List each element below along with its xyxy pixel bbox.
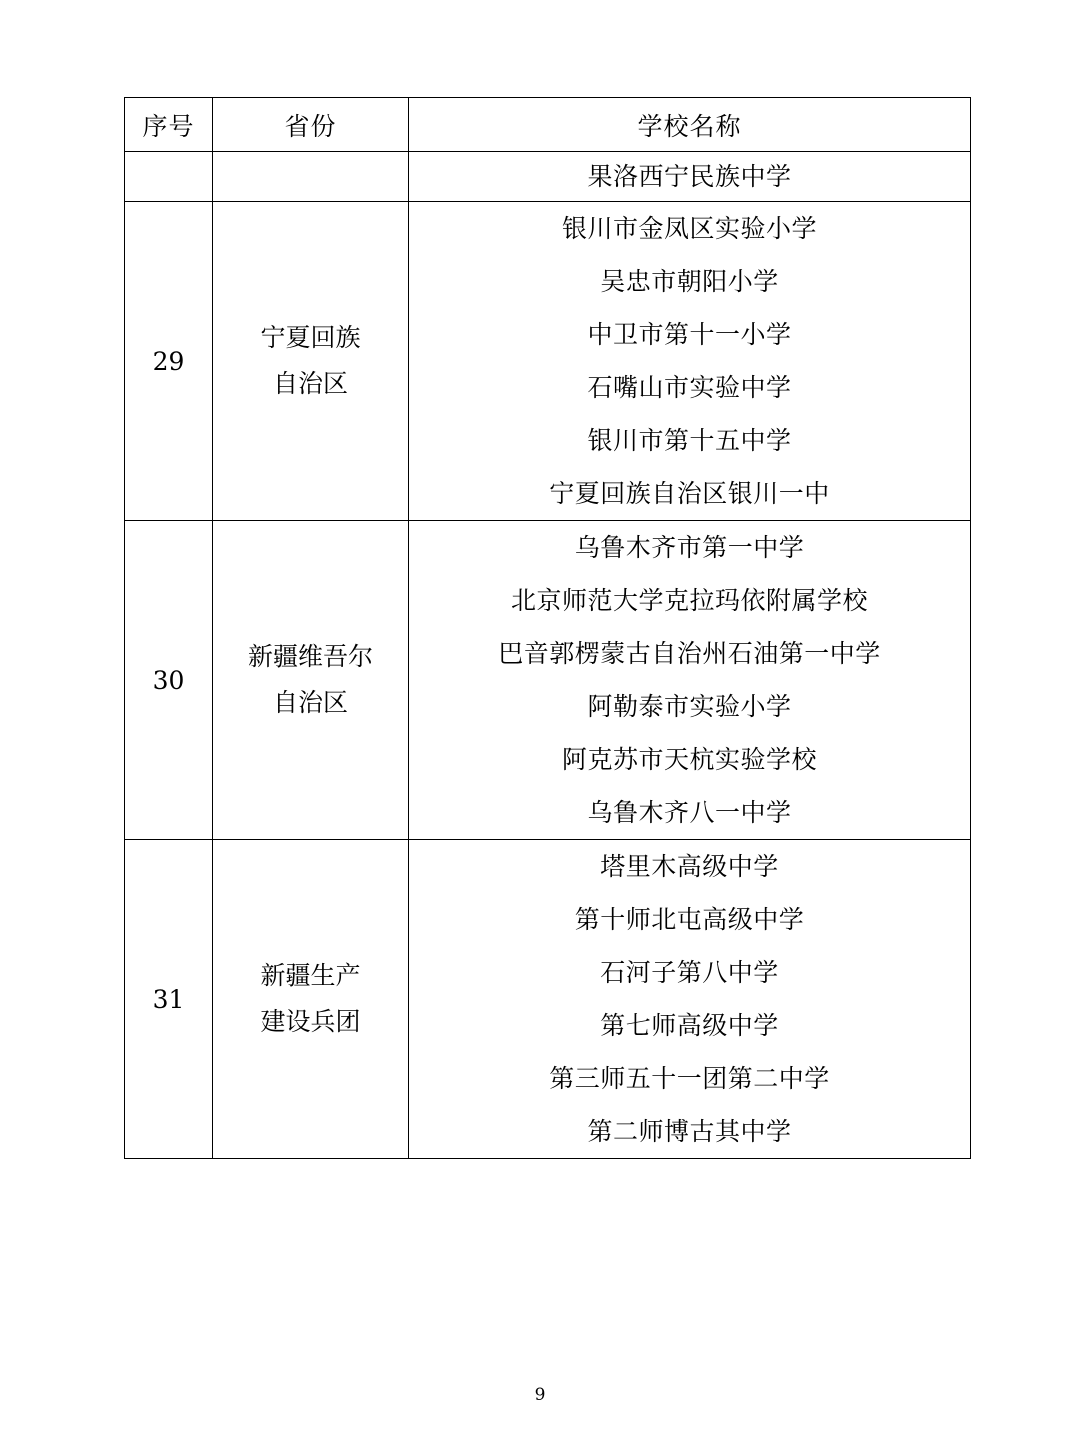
school-name: 中卫市第十一小学 [587, 320, 792, 349]
school-name: 果洛西宁民族中学 [587, 162, 792, 191]
school-name: 巴音郭楞蒙古自治州石油第一中学 [498, 639, 881, 668]
province-line: 自治区 [272, 369, 348, 398]
table-header-row [125, 98, 971, 152]
school-list-table-wrapper [124, 97, 970, 1159]
school-name: 阿克苏市天杭实验学校 [561, 745, 817, 774]
column-header-index: 序号 [125, 98, 213, 152]
province-line: 新疆生产 [260, 960, 361, 990]
school-name: 第十师北屯高级中学 [574, 905, 805, 934]
school-name: 石嘴山市实验中学 [587, 373, 792, 402]
row-province [213, 521, 409, 840]
row-schools [409, 521, 971, 840]
school-name: 第七师高级中学 [600, 1011, 779, 1040]
school-name: 北京师范大学克拉玛依附属学校 [510, 586, 868, 615]
row-province [213, 152, 409, 202]
row-index [125, 152, 213, 202]
row-index: 31 [125, 840, 213, 1159]
row-index: 29 [125, 202, 213, 521]
table-row [125, 840, 971, 1159]
province-line: 宁夏回族 [260, 322, 361, 352]
table-row [125, 202, 971, 521]
school-name: 银川市第十五中学 [587, 426, 792, 455]
school-name: 乌鲁木齐市第一中学 [574, 533, 805, 562]
school-name: 乌鲁木齐八一中学 [587, 798, 792, 827]
school-name: 阿勒泰市实验小学 [587, 692, 792, 721]
school-name: 石河子第八中学 [600, 958, 779, 987]
page-number: 9 [534, 1385, 546, 1405]
school-name: 塔里木高级中学 [600, 852, 779, 881]
school-name: 宁夏回族自治区银川一中 [549, 479, 830, 508]
table-row [125, 152, 971, 202]
row-schools [409, 840, 971, 1159]
school-name: 第三师五十一团第二中学 [549, 1064, 830, 1093]
province-line: 新疆维吾尔 [247, 641, 373, 671]
row-province [213, 840, 409, 1159]
school-name: 第二师博古其中学 [587, 1117, 792, 1146]
province-line: 自治区 [272, 688, 348, 717]
column-header-school-name: 学校名称 [409, 98, 971, 152]
school-list-table [124, 97, 971, 1159]
table-row [125, 521, 971, 840]
school-name: 银川市金凤区实验小学 [561, 214, 817, 243]
row-index: 30 [125, 521, 213, 840]
province-line: 建设兵团 [260, 1007, 361, 1036]
school-name: 吴忠市朝阳小学 [600, 267, 779, 296]
column-header-province: 省份 [213, 98, 409, 152]
row-schools [409, 202, 971, 521]
row-schools [409, 152, 971, 202]
row-province [213, 202, 409, 521]
